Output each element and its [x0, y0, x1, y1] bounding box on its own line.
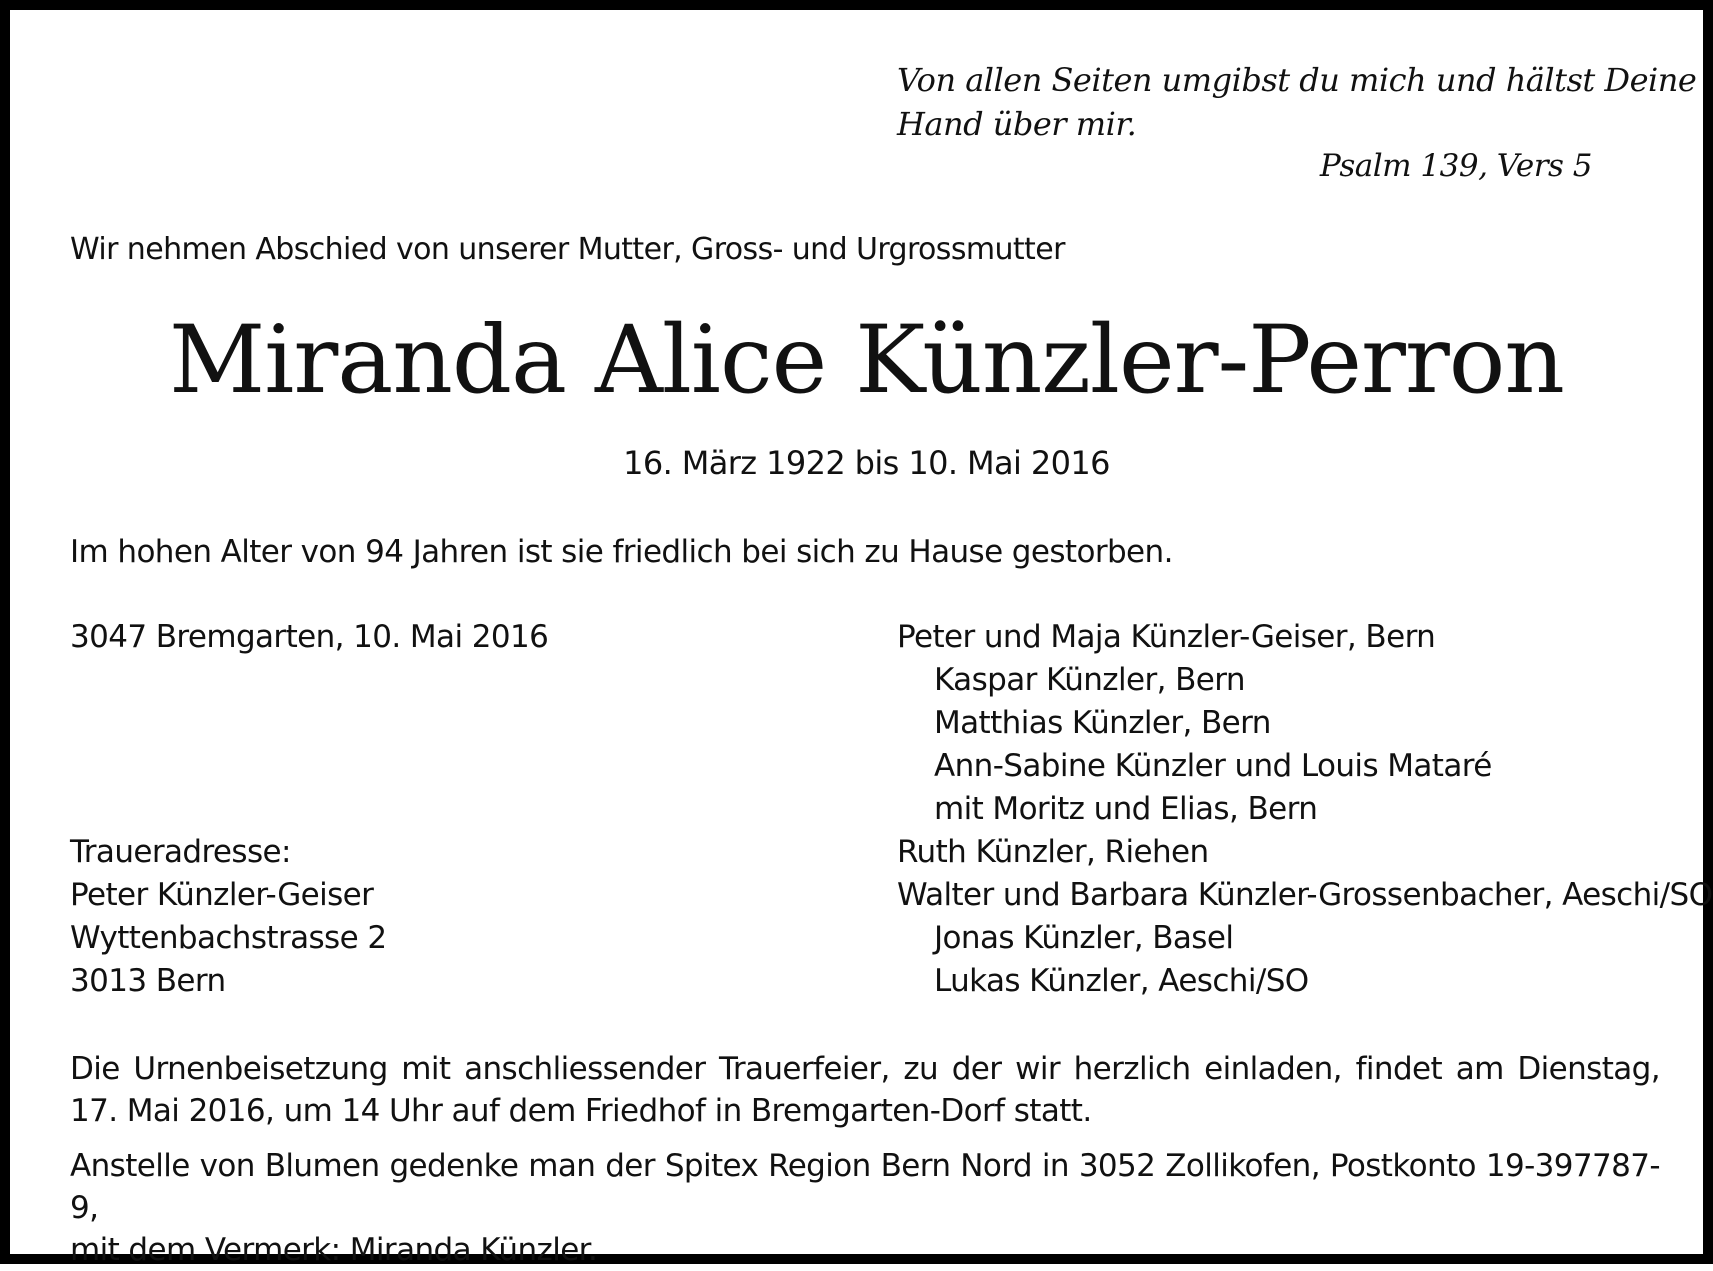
funeral-notice-line: 17. Mai 2016, um 14 Uhr auf dem Friedhof in Bremgarten-Dorf statt.	[70, 1093, 1092, 1129]
family-member: Ann-Sabine Künzler und Louis Mataré	[934, 748, 1492, 784]
family-member: Peter und Maja Künzler-Geiser, Bern	[897, 619, 1436, 655]
life-dates: 16. März 1922 bis 10. Mai 2016	[623, 444, 1110, 482]
family-member: Jonas Künzler, Basel	[934, 920, 1234, 956]
mourning-address-line: Wyttenbachstrasse 2	[70, 920, 387, 956]
family-member: Matthias Künzler, Bern	[934, 705, 1271, 741]
funeral-notice	[70, 1048, 1660, 1132]
quote-line-1: Von allen Seiten umgibst du mich und hältst Deine	[897, 61, 1697, 99]
quote-line-2: Hand über mir.	[897, 105, 1137, 143]
mourning-address-line: 3013 Bern	[70, 963, 226, 999]
mourning-address-line: Peter Künzler-Geiser	[70, 877, 374, 913]
family-member: Ruth Künzler, Riehen	[897, 834, 1209, 870]
deceased-name: Miranda Alice Künzler-Perron	[169, 306, 1564, 415]
donation-notice-line: Anstelle von Blumen gedenke man der Spitex Region Bern Nord in 3052 Zollikofen, Postkonto 19-397787-9,	[70, 1148, 1660, 1226]
family-member: Walter und Barbara Künzler-Grossenbacher, Aeschi/SO	[897, 877, 1713, 913]
place-date: 3047 Bremgarten, 10. Mai 2016	[70, 619, 549, 655]
death-note: Im hohen Alter von 94 Jahren ist sie friedlich bei sich zu Hause gestorben.	[70, 534, 1173, 570]
mourning-address-label: Traueradresse:	[70, 834, 291, 870]
mourning-address	[70, 831, 386, 1003]
family-list	[897, 616, 1712, 1003]
family-member: Lukas Künzler, Aeschi/SO	[934, 963, 1309, 999]
funeral-notice-line: Die Urnenbeisetzung mit anschliessender Trauerfeier, zu der wir herzlich einladen, findet am Dienstag,	[70, 1051, 1660, 1087]
family-member: Kaspar Künzler, Bern	[934, 662, 1245, 698]
quote-reference: Psalm 139, Vers 5	[1319, 148, 1592, 184]
donation-notice	[70, 1145, 1660, 1271]
family-member: mit Moritz und Elias, Bern	[934, 791, 1318, 827]
donation-notice-line: mit dem Vermerk: Miranda Künzler.	[70, 1232, 598, 1268]
intro-text: Wir nehmen Abschied von unserer Mutter, Gross- und Urgrossmutter	[70, 232, 1065, 267]
